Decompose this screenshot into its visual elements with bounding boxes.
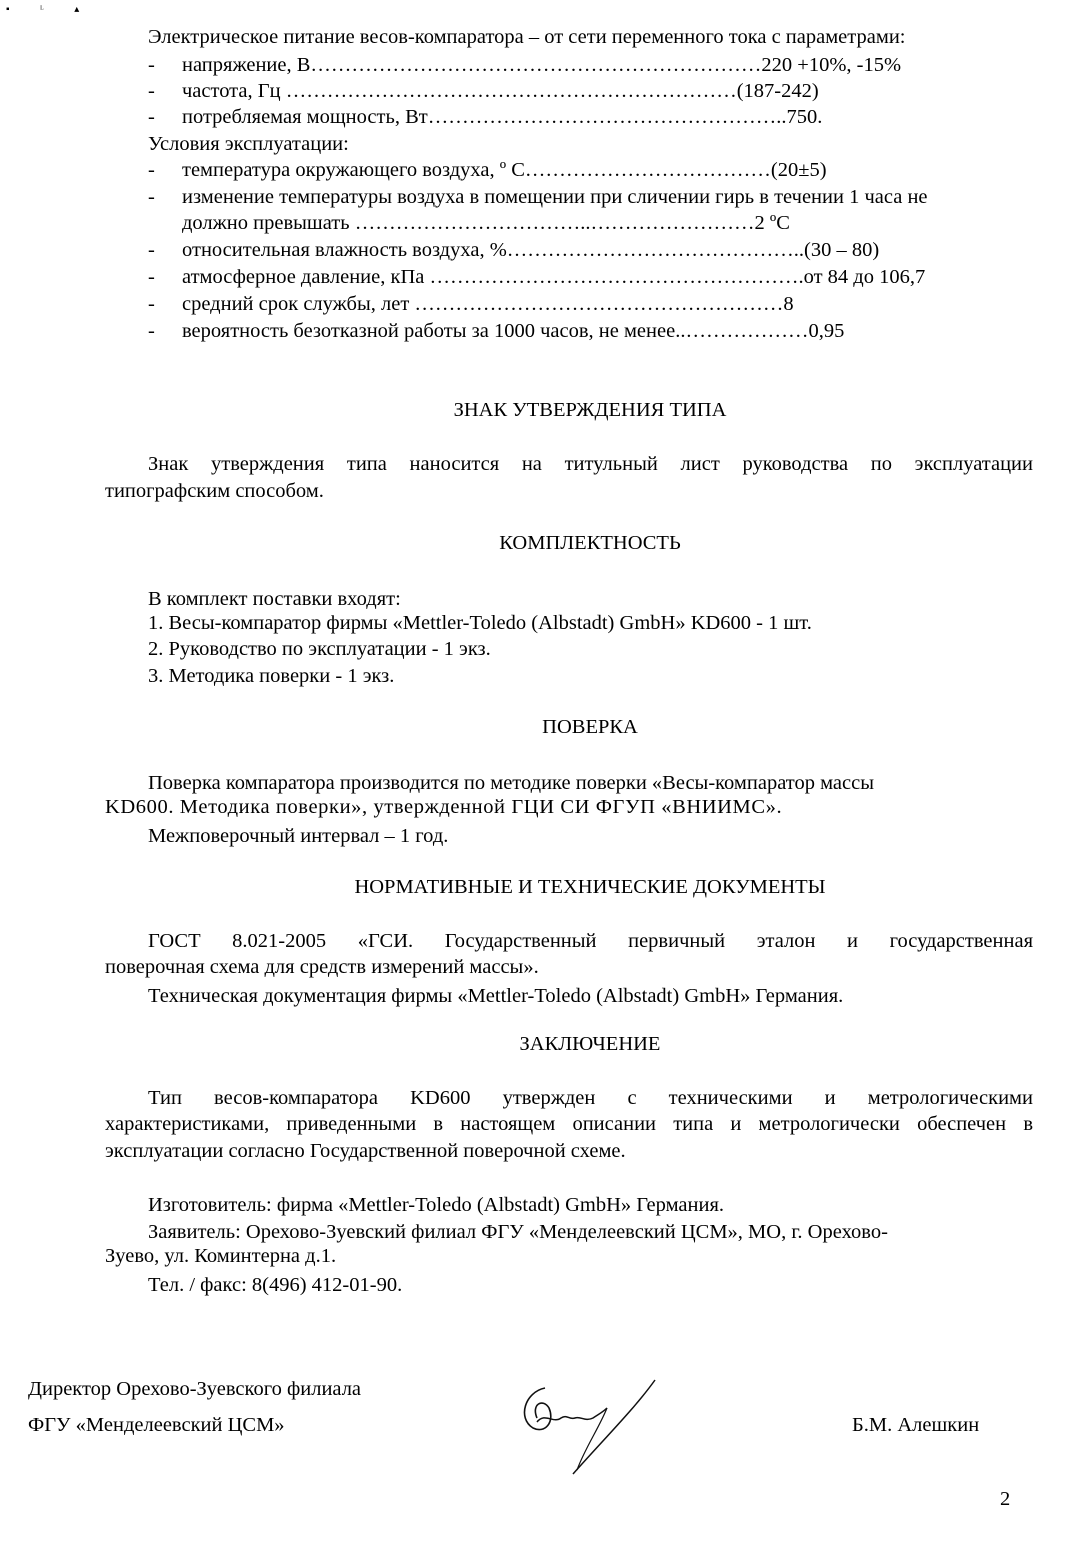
heading-completeness: КОМПЛЕКТНОСТЬ (499, 532, 681, 554)
spec-row (182, 54, 901, 77)
normative-tech-docs: Техническая документация фирмы «Mettler-Toledo (Albstadt) GmbH» Германия. (148, 985, 844, 1007)
bullet-dash: - (148, 54, 155, 76)
spec-value: (20±5) (770, 159, 827, 181)
completeness-item: 3. Методика поверки - 1 экз. (148, 665, 395, 687)
heading-conclusion: ЗАКЛЮЧЕНИЕ (519, 1033, 661, 1055)
spec-row (182, 212, 790, 235)
conditions-title: Условия эксплуатации: (148, 133, 349, 155)
spec-label: атмосферное давление, кПа (182, 266, 425, 288)
signatory-position: Директор Орехово-Зуевского филиала (28, 1378, 362, 1400)
spec-label: вероятность безотказной работы за 1000 часов, не менее (182, 320, 676, 342)
type-mark-paragraph-line: Знак утверждения типа наносится на титульный лист руководства по эксплуатации (148, 453, 1033, 475)
spec-value: 0,95 (808, 320, 845, 342)
verification-paragraph-line: Поверка компаратора производится по методике поверки «Весы-компаратор массы (148, 772, 874, 794)
type-mark-paragraph-line: типографским способом. (105, 480, 324, 502)
verification-interval: Межповерочный интервал – 1 год. (148, 825, 449, 847)
leader-dots: ………………………………………………………… (280, 80, 737, 102)
completeness-intro: В комплект поставки входят: (148, 588, 401, 610)
manufacturer: Изготовитель: фирма «Mettler-Toledo (Albstadt) GmbH» Германия. (148, 1194, 725, 1216)
spec-value: (30 – 80) (804, 239, 880, 261)
conclusion-paragraph-line: эксплуатации согласно Государственной поверочной схеме. (105, 1140, 626, 1162)
spec-value: 750. (786, 106, 823, 128)
spec-label: должно превышать (182, 212, 350, 234)
verification-paragraph-line: KD600. Методика поверки», утвержденной ГЦИ СИ ФГУП «ВНИИМС». (105, 796, 783, 818)
signatory-organization: ФГУ «Менделеевский ЦСМ» (28, 1414, 285, 1436)
spec-value: 8 (783, 293, 794, 315)
completeness-item: 2. Руководство по эксплуатации - 1 экз. (148, 638, 491, 660)
leader-dots: ..……………… (675, 320, 809, 342)
completeness-item: 1. Весы-компаратор фирмы «Mettler-Toledo (Albstadt) GmbH» KD600 - 1 шт. (148, 612, 812, 634)
heading-verification: ПОВЕРКА (542, 716, 638, 738)
spec-row (182, 80, 819, 103)
power-intro: Электрическое питание весов-компаратора – от сети переменного тока с параметрами: (148, 26, 906, 48)
spec-value: от 84 до 106,7 (803, 266, 926, 288)
applicant: Заявитель: Орехово-Зуевский филиал ФГУ «Менделеевский ЦСМ», МО, г. Орехово- (148, 1221, 888, 1243)
bullet-dash: - (148, 159, 155, 181)
conclusion-paragraph-line: характеристиками, приведенными в настоящем описании типа и метрологически обеспечен в (105, 1113, 1033, 1135)
leader-dots: …………………………………….. (506, 239, 805, 261)
phone-fax: Тел. / факс: 8(496) 412-01-90. (148, 1274, 403, 1296)
spec-label: средний срок службы, лет (182, 293, 410, 315)
handwritten-signature-icon (515, 1378, 665, 1478)
scan-corner-marks: ▪ ᴸ ▴ (6, 4, 94, 15)
spec-value: 220 +10%, -15% (761, 54, 902, 76)
bullet-dash: - (148, 80, 155, 102)
applicant-address: Зуево, ул. Коминтерна д.1. (105, 1245, 337, 1267)
spec-label: напряжение, В (182, 54, 311, 76)
signatory-name: Б.М. Алешкин (852, 1414, 980, 1436)
spec-label: изменение температуры воздуха в помещении при сличении гирь в течении 1 часа не (182, 186, 928, 208)
leader-dots: ……………………………..…………………… (349, 212, 755, 234)
bullet-dash: - (148, 186, 155, 208)
spec-label: относительная влажность воздуха, % (182, 239, 507, 261)
conclusion-paragraph-line: Тип весов-компаратора KD600 утвержден с техническими и метрологическими (148, 1087, 1033, 1109)
leader-dots: ………………………………………………. (424, 266, 804, 288)
heading-type-mark: ЗНАК УТВЕРЖДЕНИЯ ТИПА (453, 399, 727, 421)
leader-dots: ……………………………………………… (409, 293, 784, 315)
bullet-dash: - (148, 106, 155, 128)
spec-row (182, 106, 822, 129)
spec-label: температура окружающего воздуха, º С (182, 159, 525, 181)
spec-row (182, 239, 879, 262)
bullet-dash: - (148, 293, 155, 315)
spec-row (182, 293, 794, 316)
bullet-dash: - (148, 266, 155, 288)
spec-label: потребляемая мощность, Вт (182, 106, 428, 128)
bullet-dash: - (148, 239, 155, 261)
spec-row (182, 320, 844, 343)
normative-paragraph-line: поверочная схема для средств измерений массы». (105, 956, 539, 978)
spec-row (182, 266, 925, 289)
normative-paragraph-line: ГОСТ 8.021-2005 «ГСИ. Государственный первичный эталон и государственная (148, 930, 1033, 952)
leader-dots: ………………………………………………………… (310, 54, 762, 76)
leader-dots: …………………………………………….. (427, 106, 787, 128)
bullet-dash: - (148, 320, 155, 342)
page-number: 2 (1000, 1488, 1011, 1510)
leader-dots: ……………………………… (524, 159, 771, 181)
spec-value: (187-242) (736, 80, 819, 102)
spec-row (182, 159, 827, 182)
spec-label: частота, Гц (182, 80, 281, 102)
heading-normative-docs: НОРМАТИВНЫЕ И ТЕХНИЧЕСКИЕ ДОКУМЕНТЫ (354, 876, 826, 898)
spec-value: 2 ºС (754, 212, 790, 234)
